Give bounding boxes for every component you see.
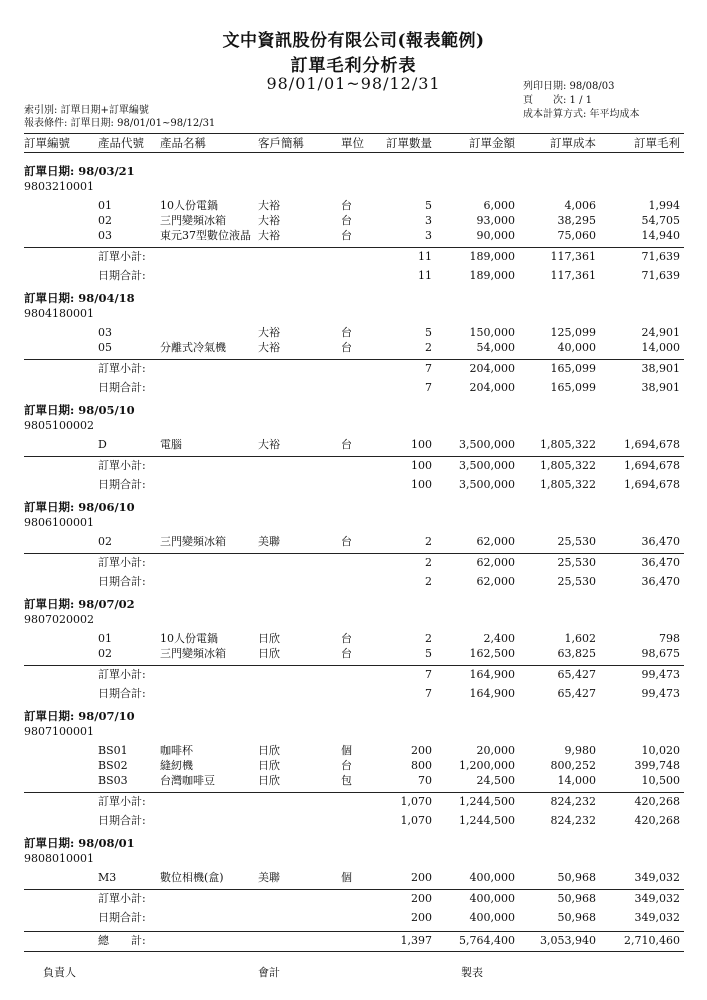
footer-accounting: 會計 (258, 966, 280, 979)
item-amount: 6,000 (483, 199, 515, 212)
item-cost: 50,968 (557, 871, 596, 884)
order-subtotal-label: 訂單小計: (98, 556, 146, 569)
date-total-label: 日期合計: (98, 269, 146, 282)
order-subtotal-amount: 164,900 (469, 668, 515, 681)
grand-total-cost: 3,053,940 (540, 934, 596, 947)
item-qty: 200 (411, 871, 432, 884)
col-profit: 訂單毛利 (634, 136, 680, 150)
order-number: 9803210001 (24, 180, 94, 193)
subtotal-rule (24, 456, 684, 457)
item-code: D (98, 438, 107, 451)
print-date: 列印日期: 98/08/03 (523, 81, 615, 92)
item-amount: 150,000 (469, 326, 515, 339)
item-unit: 個 (341, 871, 352, 884)
item-cost: 38,295 (557, 214, 596, 227)
item-customer: 大裕 (258, 214, 280, 227)
item-customer: 日欣 (258, 647, 280, 660)
order-number: 9806100001 (24, 516, 94, 529)
date-total-profit: 36,470 (641, 575, 680, 588)
item-code: BS03 (98, 774, 128, 787)
item-name: 三門變頻冰箱 (160, 535, 226, 548)
cost-method: 成本計算方式: 年平均成本 (523, 109, 640, 120)
date-total-cost: 25,530 (557, 575, 596, 588)
item-code: M3 (98, 871, 117, 884)
col-customer: 客戶簡稱 (258, 136, 304, 150)
item-amount: 162,500 (469, 647, 515, 660)
order-subtotal-amount: 62,000 (476, 556, 515, 569)
item-code: 02 (98, 214, 112, 227)
order-subtotal-qty: 7 (425, 668, 432, 681)
order-subtotal-amount: 3,500,000 (459, 459, 515, 472)
date-total-qty: 100 (411, 478, 432, 491)
order-subtotal-profit: 99,473 (641, 668, 680, 681)
date-total-label: 日期合計: (98, 575, 146, 588)
order-subtotal-cost: 50,968 (557, 892, 596, 905)
date-total-amount: 62,000 (476, 575, 515, 588)
item-profit: 98,675 (641, 647, 680, 660)
item-unit: 包 (341, 774, 352, 787)
item-customer: 大裕 (258, 229, 280, 242)
item-customer: 大裕 (258, 438, 280, 451)
item-customer: 日欣 (258, 632, 280, 645)
item-unit: 台 (341, 326, 352, 339)
item-unit: 台 (341, 535, 352, 548)
col-product-name: 產品名稱 (160, 136, 206, 150)
item-name: 東元37型數位液晶 (160, 229, 251, 242)
date-total-label: 日期合計: (98, 814, 146, 827)
item-code: BS01 (98, 744, 128, 757)
item-unit: 台 (341, 438, 352, 451)
item-customer: 日欣 (258, 759, 280, 772)
order-subtotal-label: 訂單小計: (98, 795, 146, 808)
item-customer: 大裕 (258, 326, 280, 339)
order-subtotal-profit: 349,032 (634, 892, 680, 905)
item-profit: 798 (659, 632, 680, 645)
order-number: 9807100001 (24, 725, 94, 738)
item-profit: 349,032 (634, 871, 680, 884)
item-qty: 5 (425, 199, 432, 212)
grand-total-amount: 5,764,400 (459, 934, 515, 947)
order-subtotal-cost: 65,427 (557, 668, 596, 681)
item-customer: 日欣 (258, 774, 280, 787)
order-subtotal-label: 訂單小計: (98, 362, 146, 375)
group-date-label: 訂單日期: 98/03/21 (24, 164, 135, 178)
item-unit: 台 (341, 229, 352, 242)
report-condition: 報表條件: 訂單日期: 98/01/01~98/12/31 (24, 118, 216, 129)
date-total-profit: 71,639 (641, 269, 680, 282)
item-profit: 10,500 (641, 774, 680, 787)
item-unit: 台 (341, 214, 352, 227)
item-amount: 3,500,000 (459, 438, 515, 451)
order-subtotal-cost: 1,805,322 (540, 459, 596, 472)
item-qty: 70 (418, 774, 432, 787)
item-name: 三門變頻冰箱 (160, 647, 226, 660)
item-name: 縫紉機 (160, 759, 193, 772)
item-name: 數位相機(盒) (160, 871, 224, 884)
date-total-label: 日期合計: (98, 911, 146, 924)
header-top-rule (24, 133, 684, 134)
item-qty: 200 (411, 744, 432, 757)
order-subtotal-profit: 38,901 (641, 362, 680, 375)
date-total-amount: 400,000 (469, 911, 515, 924)
order-subtotal-label: 訂單小計: (98, 459, 146, 472)
item-amount: 93,000 (476, 214, 515, 227)
item-code: 01 (98, 632, 112, 645)
item-profit: 399,748 (634, 759, 680, 772)
order-number: 9804180001 (24, 307, 94, 320)
order-subtotal-qty: 1,070 (400, 795, 432, 808)
item-amount: 90,000 (476, 229, 515, 242)
item-code: 02 (98, 647, 112, 660)
subtotal-rule (24, 553, 684, 554)
group-date-label: 訂單日期: 98/07/02 (24, 597, 135, 611)
item-cost: 1,602 (564, 632, 596, 645)
order-subtotal-label: 訂單小計: (98, 250, 146, 263)
date-total-qty: 7 (425, 381, 432, 394)
order-subtotal-qty: 100 (411, 459, 432, 472)
order-subtotal-label: 訂單小計: (98, 668, 146, 681)
date-total-profit: 349,032 (634, 911, 680, 924)
page-number: 頁 次: 1 / 1 (523, 95, 592, 106)
order-subtotal-amount: 204,000 (469, 362, 515, 375)
order-subtotal-profit: 420,268 (634, 795, 680, 808)
item-name: 咖啡杯 (160, 744, 193, 757)
item-cost: 4,006 (564, 199, 596, 212)
item-amount: 20,000 (476, 744, 515, 757)
item-qty: 3 (425, 229, 432, 242)
item-customer: 美聯 (258, 871, 280, 884)
footer-manager: 負責人 (43, 966, 76, 979)
item-customer: 日欣 (258, 744, 280, 757)
item-name: 三門變頻冰箱 (160, 214, 226, 227)
subtotal-rule (24, 665, 684, 666)
order-subtotal-cost: 25,530 (557, 556, 596, 569)
item-profit: 14,940 (641, 229, 680, 242)
date-total-label: 日期合計: (98, 687, 146, 700)
date-total-cost: 824,232 (550, 814, 596, 827)
item-code: 03 (98, 326, 112, 339)
group-date-label: 訂單日期: 98/04/18 (24, 291, 135, 305)
item-cost: 9,980 (564, 744, 596, 757)
subtotal-rule (24, 359, 684, 360)
item-amount: 62,000 (476, 535, 515, 548)
date-total-profit: 38,901 (641, 381, 680, 394)
item-qty: 100 (411, 438, 432, 451)
item-qty: 3 (425, 214, 432, 227)
item-profit: 1,994 (648, 199, 680, 212)
date-total-cost: 165,099 (550, 381, 596, 394)
item-code: 03 (98, 229, 112, 242)
order-subtotal-qty: 2 (425, 556, 432, 569)
item-qty: 5 (425, 647, 432, 660)
item-qty: 2 (425, 535, 432, 548)
date-total-cost: 1,805,322 (540, 478, 596, 491)
order-subtotal-profit: 1,694,678 (624, 459, 680, 472)
item-cost: 125,099 (550, 326, 596, 339)
col-amount: 訂單金額 (469, 136, 515, 150)
report-meta-right (523, 80, 640, 122)
order-subtotal-amount: 189,000 (469, 250, 515, 263)
item-profit: 54,705 (641, 214, 680, 227)
item-code: BS02 (98, 759, 128, 772)
item-cost: 14,000 (557, 774, 596, 787)
item-name: 10人份電鍋 (160, 632, 218, 645)
order-subtotal-profit: 36,470 (641, 556, 680, 569)
date-total-qty: 7 (425, 687, 432, 700)
date-total-cost: 117,361 (550, 269, 596, 282)
item-amount: 2,400 (483, 632, 515, 645)
item-unit: 個 (341, 744, 352, 757)
item-profit: 10,020 (641, 744, 680, 757)
company-name: 文中資訊股份有限公司(報表範例) (222, 31, 485, 51)
date-total-qty: 200 (411, 911, 432, 924)
order-subtotal-cost: 165,099 (550, 362, 596, 375)
grand-total-rule (24, 931, 684, 932)
item-cost: 25,530 (557, 535, 596, 548)
item-code: 05 (98, 341, 112, 354)
order-subtotal-qty: 7 (425, 362, 432, 375)
col-unit: 單位 (341, 136, 364, 150)
date-total-cost: 65,427 (557, 687, 596, 700)
date-total-profit: 1,694,678 (624, 478, 680, 491)
item-name: 10人份電鍋 (160, 199, 218, 212)
item-unit: 台 (341, 341, 352, 354)
order-subtotal-profit: 71,639 (641, 250, 680, 263)
date-total-amount: 164,900 (469, 687, 515, 700)
subtotal-rule (24, 889, 684, 890)
date-total-amount: 204,000 (469, 381, 515, 394)
item-unit: 台 (341, 632, 352, 645)
order-subtotal-qty: 11 (418, 250, 432, 263)
grand-total-qty: 1,397 (400, 934, 432, 947)
date-total-amount: 3,500,000 (459, 478, 515, 491)
group-date-label: 訂單日期: 98/06/10 (24, 500, 135, 514)
date-total-profit: 420,268 (634, 814, 680, 827)
item-cost: 40,000 (557, 341, 596, 354)
item-amount: 24,500 (476, 774, 515, 787)
order-number: 9807020002 (24, 613, 94, 626)
header-bottom-rule (24, 152, 684, 153)
report-date-range: 98/01/01~98/12/31 (266, 74, 441, 93)
item-amount: 1,200,000 (459, 759, 515, 772)
item-profit: 14,000 (641, 341, 680, 354)
date-total-label: 日期合計: (98, 478, 146, 491)
item-unit: 台 (341, 647, 352, 660)
order-subtotal-qty: 200 (411, 892, 432, 905)
order-number: 9808010001 (24, 852, 94, 865)
group-date-label: 訂單日期: 98/08/01 (24, 836, 135, 850)
date-total-label: 日期合計: (98, 381, 146, 394)
item-qty: 5 (425, 326, 432, 339)
item-unit: 台 (341, 199, 352, 212)
index-type: 索引別: 訂單日期+訂單編號 (24, 105, 149, 116)
date-total-cost: 50,968 (557, 911, 596, 924)
item-name: 電腦 (160, 438, 182, 451)
col-product-code: 產品代號 (98, 136, 144, 150)
order-number: 9805100002 (24, 419, 94, 432)
group-date-label: 訂單日期: 98/07/10 (24, 709, 135, 723)
date-total-qty: 11 (418, 269, 432, 282)
grand-total-bottom-rule (24, 951, 684, 952)
item-amount: 400,000 (469, 871, 515, 884)
item-amount: 54,000 (476, 341, 515, 354)
subtotal-rule (24, 247, 684, 248)
item-profit: 24,901 (641, 326, 680, 339)
date-total-qty: 1,070 (400, 814, 432, 827)
item-cost: 800,252 (550, 759, 596, 772)
subtotal-rule (24, 792, 684, 793)
item-profit: 1,694,678 (624, 438, 680, 451)
item-unit: 台 (341, 759, 352, 772)
date-total-qty: 2 (425, 575, 432, 588)
item-customer: 大裕 (258, 199, 280, 212)
item-name: 分離式冷氣機 (160, 341, 226, 354)
item-qty: 2 (425, 341, 432, 354)
date-total-amount: 1,244,500 (459, 814, 515, 827)
item-name: 台灣咖啡豆 (160, 774, 215, 787)
footer-preparer: 製表 (461, 966, 483, 979)
report-title: 訂單毛利分析表 (290, 56, 417, 76)
date-total-amount: 189,000 (469, 269, 515, 282)
order-subtotal-amount: 400,000 (469, 892, 515, 905)
order-subtotal-cost: 117,361 (550, 250, 596, 263)
item-profit: 36,470 (641, 535, 680, 548)
order-subtotal-amount: 1,244,500 (459, 795, 515, 808)
item-qty: 2 (425, 632, 432, 645)
group-date-label: 訂單日期: 98/05/10 (24, 403, 135, 417)
col-order-no: 訂單編號 (24, 136, 70, 150)
report-meta-left (24, 104, 215, 130)
item-code: 02 (98, 535, 112, 548)
grand-total-label: 總 計: (98, 934, 146, 947)
item-cost: 63,825 (557, 647, 596, 660)
item-code: 01 (98, 199, 112, 212)
item-customer: 大裕 (258, 341, 280, 354)
item-cost: 1,805,322 (540, 438, 596, 451)
date-total-profit: 99,473 (641, 687, 680, 700)
item-cost: 75,060 (557, 229, 596, 242)
item-customer: 美聯 (258, 535, 280, 548)
order-subtotal-label: 訂單小計: (98, 892, 146, 905)
grand-total-profit: 2,710,460 (624, 934, 680, 947)
order-subtotal-cost: 824,232 (550, 795, 596, 808)
col-qty: 訂單數量 (386, 136, 432, 150)
item-qty: 800 (411, 759, 432, 772)
col-cost: 訂單成本 (550, 136, 596, 150)
